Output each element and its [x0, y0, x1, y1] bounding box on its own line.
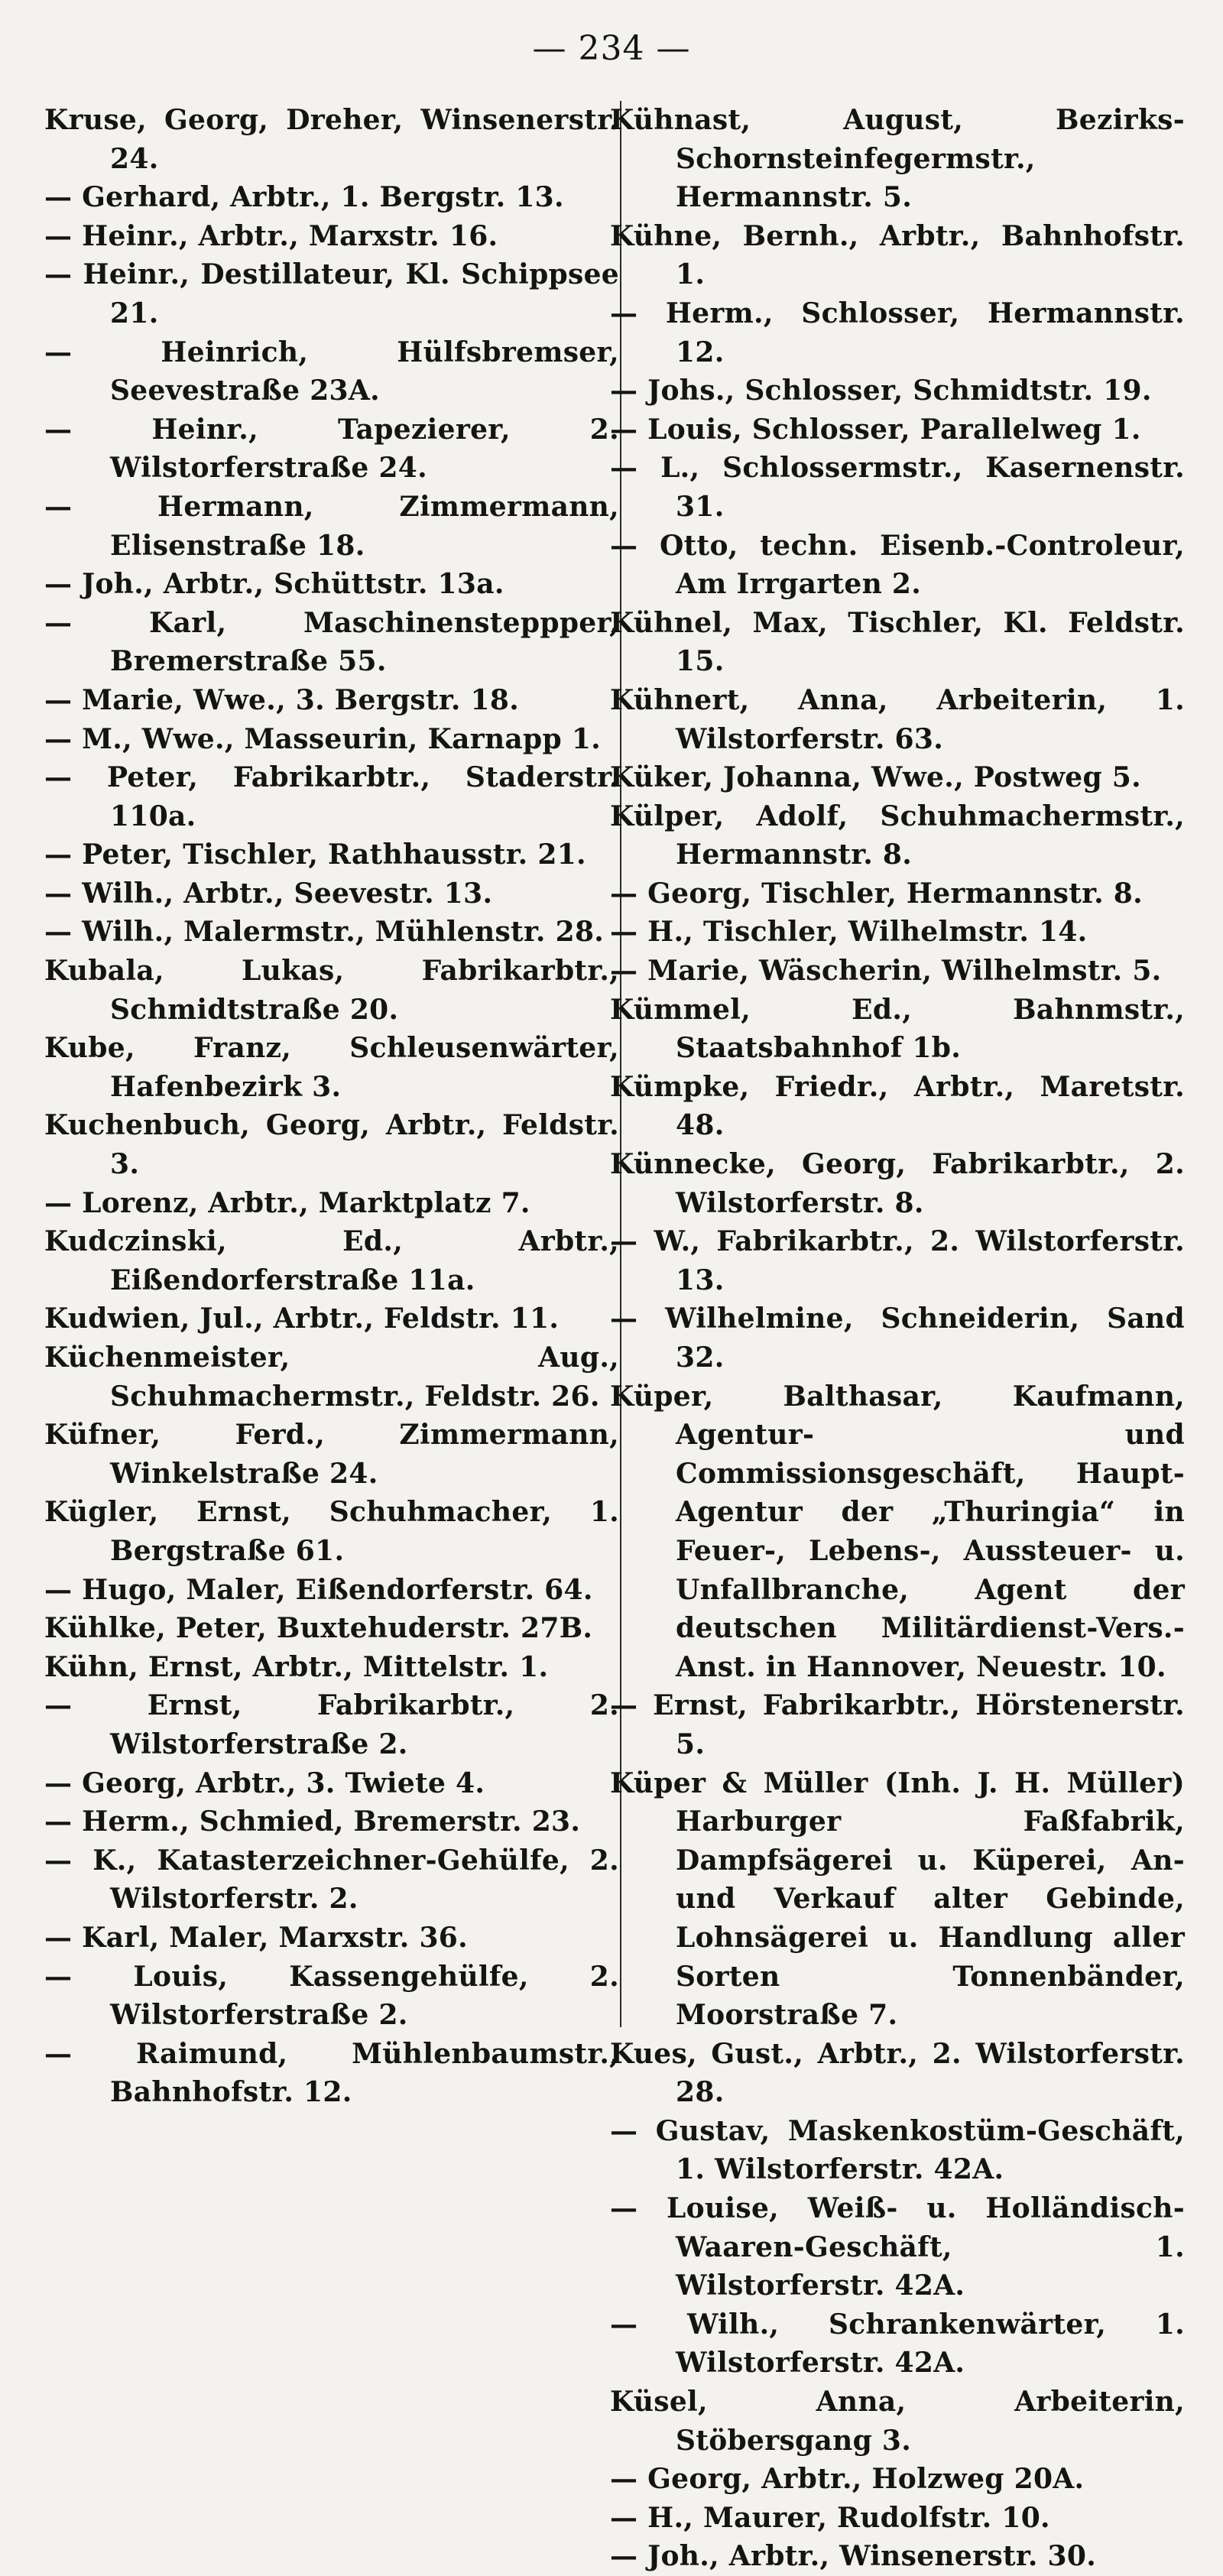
directory-entry: Kühnel, Max, Tischler, Kl. Feldstr. 15. — [610, 606, 1185, 678]
directory-entry: — Georg, Tischler, Hermannstr. 8. — [610, 877, 1143, 910]
directory-entry: Kruse, Georg, Dreher, Winsenerstr. 24. — [44, 104, 619, 175]
directory-entry: Kühne, Bernh., Arbtr., Bahnhofstr. 1. — [610, 219, 1185, 291]
directory-entry: — Heinr., Destillateur, Kl. Schippsee 21. — [44, 258, 619, 329]
directory-entry: — Heinrich, Hülfsbremser, Seevestraße 23A. — [44, 336, 619, 407]
directory-entry: Kues, Gust., Arbtr., 2. Wilstorferstr. 28. — [610, 2037, 1185, 2109]
directory-entry: — W., Fabrikarbtr., 2. Wilstorferstr. 13. — [610, 1225, 1185, 1296]
directory-entry: — Heinr., Arbtr., Marxstr. 16. — [44, 219, 498, 252]
directory-entry: — Joh., Arbtr., Winsenerstr. 30. — [610, 2540, 1097, 2573]
right-column — [610, 101, 1185, 2576]
directory-entry: Kudczinski, Ed., Arbtr., Eißendorferstraße 11a. — [44, 1225, 619, 1296]
directory-entry: Kügler, Ernst, Schuhmacher, 1. Bergstraße 61. — [44, 1496, 619, 1567]
directory-entry: — Marie, Wwe., 3. Bergstr. 18. — [44, 683, 520, 716]
directory-entry: Künnecke, Georg, Fabrikarbtr., 2. Wilstorferstr. 8. — [610, 1148, 1185, 1219]
directory-entry: Kubala, Lukas, Fabrikarbtr., Schmidtstraße 20. — [44, 955, 619, 1026]
directory-entry: Kümmel, Ed., Bahnmstr., Staatsbahnhof 1b. — [610, 993, 1185, 1065]
directory-entry: — H., Tischler, Wilhelmstr. 14. — [610, 916, 1088, 949]
directory-entry: Küchenmeister, Aug., Schuhmachermstr., Feldstr. 26. — [44, 1342, 619, 1413]
directory-entry: Kühn, Ernst, Arbtr., Mittelstr. 1. — [44, 1650, 549, 1683]
directory-entry: — Louis, Kassengehülfe, 2. Wilstorferstraße 2. — [44, 1960, 619, 2032]
left-column — [44, 101, 619, 2112]
directory-entry: — Gerhard, Arbtr., 1. Bergstr. 13. — [44, 181, 564, 214]
directory-entry: — Herm., Schlosser, Hermannstr. 12. — [610, 297, 1185, 368]
directory-entry: — Wilh., Schrankenwärter, 1. Wilstorferstr. 42A. — [610, 2308, 1185, 2380]
directory-entry: Kühnast, August, Bezirks-Schornsteinfegermstr., Hermannstr. 5. — [610, 104, 1185, 214]
directory-entry: — Wilh., Malermstr., Mühlenstr. 28. — [44, 916, 605, 949]
page-number: — 234 — — [532, 29, 691, 68]
directory-entry: Kühnert, Anna, Arbeiterin, 1. Wilstorferstr. 63. — [610, 683, 1185, 755]
directory-entry: — Ernst, Fabrikarbtr., Hörstenerstr. 5. — [610, 1689, 1185, 1760]
directory-entry: — H., Maurer, Rudolfstr. 10. — [610, 2501, 1050, 2534]
directory-entry: Kuchenbuch, Georg, Arbtr., Feldstr. 3. — [44, 1109, 619, 1181]
directory-entry: Küper & Müller (Inh. J. H. Müller) Harburger Faßfabrik, Dampfsägerei u. Küperei, An- und Verkauf alter Gebinde, Lohnsägerei u. Handlung aller Sorten Tonnenbänder, Moorstraße 7. — [610, 1767, 1185, 2032]
directory-entry: — Lorenz, Arbtr., Marktplatz 7. — [44, 1186, 530, 1219]
directory-entry: — Louise, Weiß- u. Holländisch-Waaren-Geschäft, 1. Wilstorferstr. 42A. — [610, 2192, 1185, 2302]
directory-entry: — Georg, Arbtr., 3. Twiete 4. — [44, 1767, 485, 1799]
directory-entry: — Peter, Fabrikarbtr., Staderstr. 110a. — [44, 761, 619, 832]
directory-entry: — L., Schlossermstr., Kasernenstr. 31. — [610, 452, 1185, 523]
directory-entry: — Heinr., Tapezierer, 2. Wilstorferstraße 24. — [44, 413, 619, 485]
directory-entry: Kühlke, Peter, Buxtehuderstr. 27B. — [44, 1612, 593, 1645]
directory-entry: — Peter, Tischler, Rathhausstr. 21. — [44, 839, 586, 871]
directory-entry: — Marie, Wäscherin, Wilhelmstr. 5. — [610, 955, 1162, 988]
directory-entry: — Hugo, Maler, Eißendorferstr. 64. — [44, 1573, 593, 1606]
directory-entry: — K., Katasterzeichner-Gehülfe, 2. Wilstorferstr. 2. — [44, 1844, 619, 1916]
directory-entry: — Joh., Arbtr., Schüttstr. 13a. — [44, 568, 504, 601]
directory-entry: Küper, Balthasar, Kaufmann, Agentur- und Commissionsgeschäft, Haupt-Agentur der „Thuringia“ in Feuer-, Lebens-, Aussteuer- u. Unfallbranche, Agent der deutschen Militärdienst-Vers.-Anst. in Hannover, Neuestr. 10. — [610, 1380, 1185, 1683]
directory-entry: — Ernst, Fabrikarbtr., 2. Wilstorferstraße 2. — [44, 1689, 619, 1760]
directory-entry: Külper, Adolf, Schuhmachermstr., Hermannstr. 8. — [610, 800, 1185, 871]
directory-entry: — Louis, Schlosser, Parallelweg 1. — [610, 413, 1141, 446]
directory-entry: — Johs., Schlosser, Schmidtstr. 19. — [610, 375, 1152, 407]
directory-entry: Küfner, Ferd., Zimmermann, Winkelstraße 24. — [44, 1419, 619, 1490]
directory-entry: — Gustav, Maskenkostüm-Geschäft, 1. Wilstorferstr. 42A. — [610, 2114, 1185, 2186]
directory-entry: Küker, Johanna, Wwe., Postweg 5. — [610, 761, 1141, 794]
directory-entry: — Herm., Schmied, Bremerstr. 23. — [44, 1805, 581, 1838]
directory-entry: — Georg, Arbtr., Holzweg 20A. — [610, 2463, 1085, 2496]
directory-entry: — Wilh., Arbtr., Seevestr. 13. — [44, 877, 493, 910]
directory-entry: Kube, Franz, Schleusenwärter, Hafenbezirk 3. — [44, 1032, 619, 1103]
directory-entry: — Otto, techn. Eisenb.-Controleur, Am Irrgarten 2. — [610, 529, 1185, 601]
directory-entry: — Hermann, Zimmermann, Elisenstraße 18. — [44, 490, 619, 562]
directory-entry: — Raimund, Mühlenbaumstr., Bahnhofstr. 12. — [44, 2037, 619, 2109]
directory-entry: Kudwien, Jul., Arbtr., Feldstr. 11. — [44, 1303, 560, 1335]
directory-entry: — Karl, Maler, Marxstr. 36. — [44, 1921, 468, 1954]
directory-entry: — Wilhelmine, Schneiderin, Sand 32. — [610, 1303, 1185, 1374]
directory-entry: Küsel, Anna, Arbeiterin, Stöbersgang 3. — [610, 2386, 1185, 2457]
directory-entry: — M., Wwe., Masseurin, Karnapp 1. — [44, 722, 602, 755]
directory-entry: Kümpke, Friedr., Arbtr., Maretstr. 48. — [610, 1070, 1185, 1142]
directory-entry: — Karl, Maschinensteppper, Bremerstraße 55. — [44, 606, 619, 678]
